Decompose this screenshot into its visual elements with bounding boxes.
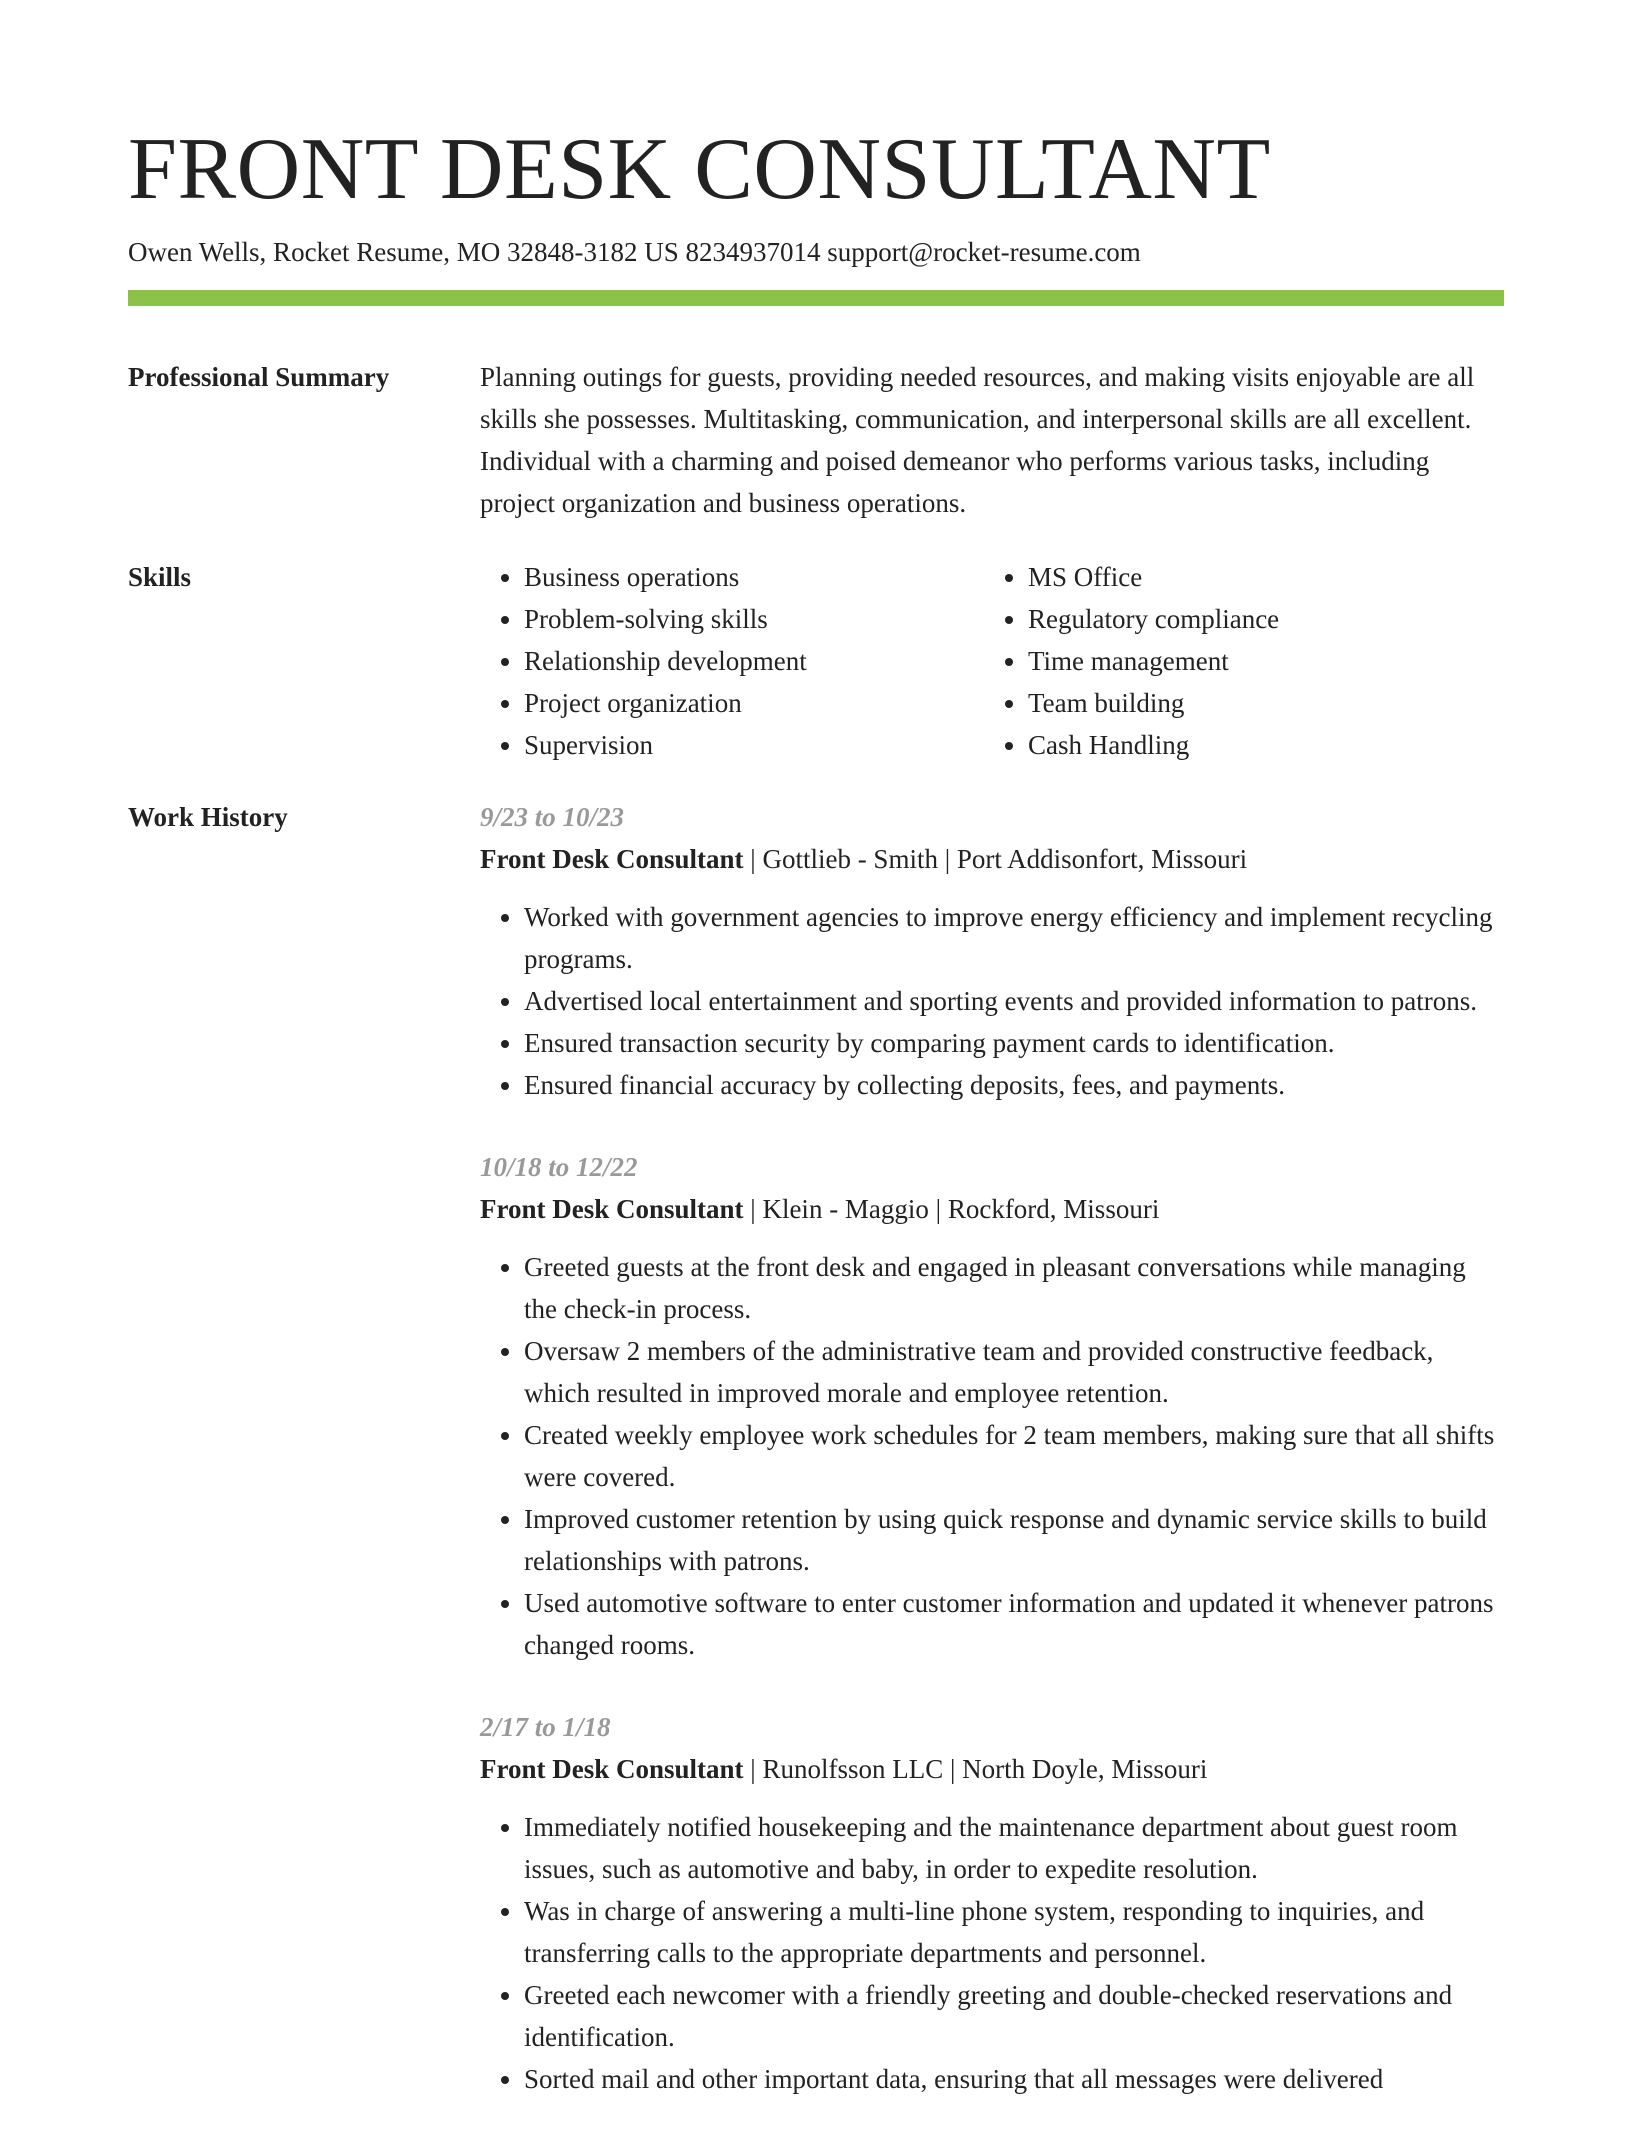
job-bullet: • Worked with government agencies to improve energy efficiency and implement recycling programs.: [524, 896, 1504, 980]
job-title: Front Desk Consultant: [480, 844, 744, 874]
skill-item: • MS Office: [1028, 556, 1488, 598]
skill-item: • Relationship development: [524, 640, 984, 682]
job-bullet: • Oversaw 2 members of the administrative team and provided constructive feedback, which resulted in improved morale and employee retention.: [524, 1330, 1504, 1414]
resume-page: [128, 118, 1504, 2140]
contact-line: Owen Wells, Rocket Resume, MO 32848-3182 US 8234937014 support@rocket-resume.com: [128, 237, 1141, 267]
job-bullet: • Ensured financial accuracy by collecting deposits, fees, and payments.: [524, 1064, 1504, 1106]
job-employer-location: | Runolfsson LLC | North Doyle, Missouri: [743, 1754, 1208, 1784]
job-entry: [480, 1146, 1504, 1666]
summary-label: Professional Summary: [128, 362, 390, 392]
skill-item: • Time management: [1028, 640, 1488, 682]
skills-label: Skills: [128, 562, 192, 592]
job-heading: [480, 1188, 1504, 1230]
job-bullet-list: [480, 1806, 1504, 2100]
job-dates: 10/18 to 12/22: [480, 1152, 638, 1182]
job-employer-location: | Gottlieb - Smith | Port Addisonfort, Missouri: [743, 844, 1248, 874]
header-divider: [128, 290, 1504, 306]
skill-item: • Team building: [1028, 682, 1488, 724]
job-bullet: • Was in charge of answering a multi-line phone system, responding to inquiries, and transferring calls to the appropriate departments and personnel.: [524, 1890, 1504, 1974]
job-dates: 9/23 to 10/23: [480, 802, 625, 832]
job-entry: [480, 796, 1504, 1106]
job-bullet: • Greeted each newcomer with a friendly greeting and double-checked reservations and identification.: [524, 1974, 1504, 2058]
job-dates: 2/17 to 1/18: [480, 1712, 611, 1742]
skills-list-left: [480, 556, 984, 766]
job-title: Front Desk Consultant: [480, 1754, 744, 1784]
skill-item: • Business operations: [524, 556, 984, 598]
summary-text: Planning outings for guests, providing needed resources, and making visits enjoyable are all skills she possesses. Multitasking, communication, and interpersonal skills are all excellent. Individual with a charming and poised demeanor who performs various tasks, including project organization and business operations.: [480, 362, 1475, 518]
job-heading: [480, 838, 1504, 880]
job-bullet: • Advertised local entertainment and sporting events and provided information to patrons.: [524, 980, 1504, 1022]
job-entry: [480, 1706, 1504, 2100]
work-history-label: Work History: [128, 802, 288, 832]
job-bullet: • Sorted mail and other important data, ensuring that all messages were delivered: [524, 2058, 1504, 2100]
skill-item: • Regulatory compliance: [1028, 598, 1488, 640]
job-bullet: • Greeted guests at the front desk and engaged in pleasant conversations while managing the check-in process.: [524, 1246, 1504, 1330]
job-bullet: • Immediately notified housekeeping and the maintenance department about guest room issues, such as automotive and baby, in order to expedite resolution.: [524, 1806, 1504, 1890]
skill-item: • Problem-solving skills: [524, 598, 984, 640]
job-bullet-list: [480, 896, 1504, 1106]
work-history-section: [128, 796, 1504, 2140]
job-bullet: • Used automotive software to enter customer information and updated it whenever patrons changed rooms.: [524, 1582, 1504, 1666]
summary-section: [128, 356, 1504, 524]
skill-item: • Cash Handling: [1028, 724, 1488, 766]
skill-item: • Project organization: [524, 682, 984, 724]
job-employer-location: | Klein - Maggio | Rockford, Missouri: [743, 1194, 1160, 1224]
resume-name: FRONT DESK CONSULTANT: [128, 121, 1271, 218]
skill-item: • Supervision: [524, 724, 984, 766]
job-bullet-list: [480, 1246, 1504, 1666]
skills-list-right: [984, 556, 1488, 766]
job-title: Front Desk Consultant: [480, 1194, 744, 1224]
jobs-list: [480, 796, 1504, 2140]
job-heading: [480, 1748, 1504, 1790]
skills-section: [128, 556, 1504, 766]
job-bullet: • Ensured transaction security by comparing payment cards to identification.: [524, 1022, 1504, 1064]
job-bullet: • Improved customer retention by using quick response and dynamic service skills to build relationships with patrons.: [524, 1498, 1504, 1582]
job-bullet: • Created weekly employee work schedules for 2 team members, making sure that all shifts were covered.: [524, 1414, 1504, 1498]
